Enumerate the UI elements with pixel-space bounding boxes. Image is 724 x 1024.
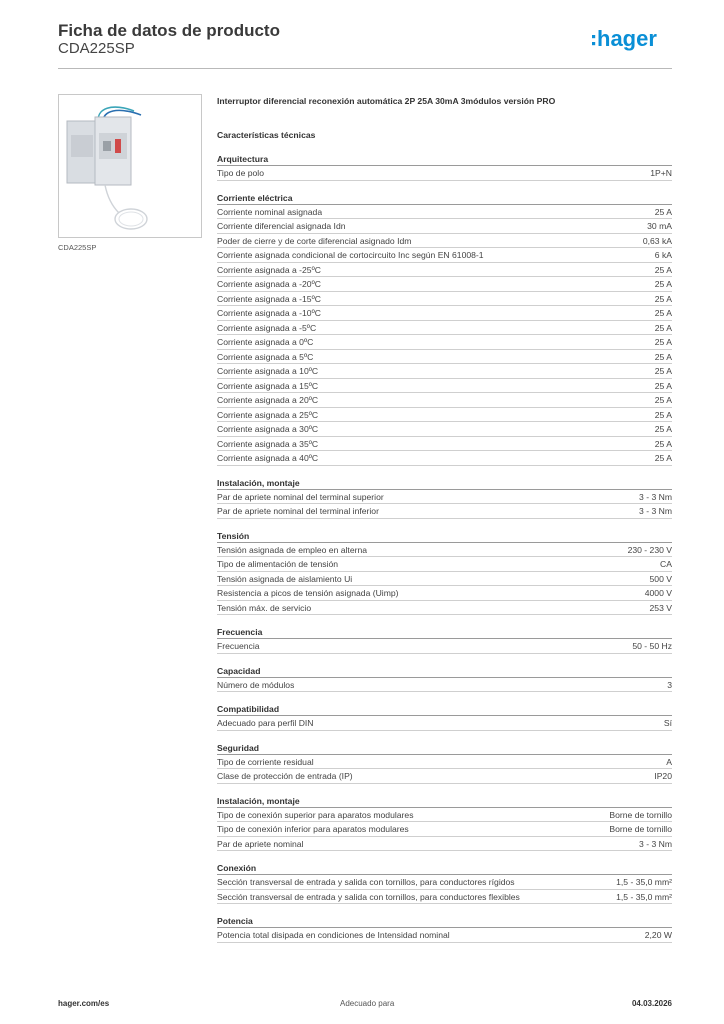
spec-label: Corriente asignada a 25ºC xyxy=(217,409,319,420)
spec-label: Par de apriete nominal del terminal inferior xyxy=(217,506,379,516)
spec-label: Corriente asignada a -20ºC xyxy=(217,279,321,289)
spec-section xyxy=(217,794,672,852)
product-image-drawing xyxy=(59,95,201,237)
spec-value: A xyxy=(666,756,672,767)
spec-label: Corriente asignada a -25ºC xyxy=(217,264,321,275)
section-title: Seguridad xyxy=(217,741,672,755)
spec-section xyxy=(217,741,672,784)
page-title: Ficha de datos de producto xyxy=(58,21,280,40)
spec-row xyxy=(217,205,672,220)
spec-label: Corriente asignada a 40ºC xyxy=(217,453,319,463)
spec-row xyxy=(217,292,672,307)
spec-label: Corriente asignada a 0ºC xyxy=(217,337,314,347)
spec-value: 3 - 3 Nm xyxy=(639,506,672,516)
spec-value: 4000 V xyxy=(644,588,672,598)
spec-row xyxy=(217,890,672,905)
spec-value: 253 V xyxy=(649,602,672,613)
spec-row xyxy=(217,837,672,852)
spec-row xyxy=(217,755,672,770)
section-title: Capacidad xyxy=(217,664,672,678)
spec-value: 3 - 3 Nm xyxy=(639,838,672,849)
spec-value: 25 A xyxy=(654,308,672,318)
spec-value: IP20 xyxy=(654,771,672,781)
spec-section xyxy=(217,702,672,731)
section-title: Tensión xyxy=(217,529,672,543)
spec-section xyxy=(217,664,672,693)
spec-row xyxy=(217,504,672,519)
product-image xyxy=(58,94,202,238)
spec-row xyxy=(217,586,672,601)
spec-section xyxy=(217,191,672,466)
logo-text: hager xyxy=(597,27,657,51)
section-title: Compatibilidad xyxy=(217,702,672,716)
spec-row xyxy=(217,601,672,616)
footer-site[interactable]: hager.com/es xyxy=(58,999,110,1008)
spec-row xyxy=(217,543,672,558)
spec-value: 25 A xyxy=(654,424,672,434)
spec-row xyxy=(217,219,672,234)
spec-label: Tensión máx. de servicio xyxy=(217,602,312,613)
spec-label: Corriente asignada a 30ºC xyxy=(217,424,319,434)
spec-row xyxy=(217,248,672,263)
spec-row xyxy=(217,306,672,321)
spec-label: Número de módulos xyxy=(217,679,295,690)
spec-value: Sí xyxy=(663,718,672,728)
spec-label: Clase de protección de entrada (IP) xyxy=(217,771,353,781)
spec-row xyxy=(217,321,672,336)
footer-date: 04.03.2026 xyxy=(631,999,672,1008)
spec-label: Sección transversal de entrada y salida con tornillos, para conductores flexibles xyxy=(217,891,520,902)
spec-value: 3 - 3 Nm xyxy=(639,491,672,502)
spec-section xyxy=(217,914,672,943)
spec-section xyxy=(217,152,672,181)
spec-row xyxy=(217,808,672,823)
section-title: Instalación, montaje xyxy=(217,794,672,808)
spec-value: 30 mA xyxy=(647,221,672,231)
image-caption: CDA225SP xyxy=(58,243,97,252)
spec-label: Corriente nominal asignada xyxy=(217,206,323,217)
spec-value: 25 A xyxy=(654,293,672,304)
spec-label: Tipo de polo xyxy=(217,168,264,178)
spec-row xyxy=(217,451,672,466)
spec-row xyxy=(217,379,672,394)
section-title: Conexión xyxy=(217,861,672,875)
spec-label: Corriente asignada a -15ºC xyxy=(217,293,321,304)
section-title: Corriente eléctrica xyxy=(217,191,672,205)
spec-label: Tipo de corriente residual xyxy=(217,756,314,767)
spec-label: Tensión asignada de empleo en alterna xyxy=(217,544,368,555)
spec-value: Borne de tornillo xyxy=(609,824,672,834)
spec-row xyxy=(217,234,672,249)
spec-label: Tensión asignada de aislamiento Ui xyxy=(217,573,353,584)
spec-label: Par de apriete nominal del terminal superior xyxy=(217,491,384,502)
spec-value: CA xyxy=(660,559,672,569)
spec-row xyxy=(217,350,672,365)
spec-section xyxy=(217,529,672,616)
spec-row xyxy=(217,769,672,784)
spec-value: 230 - 230 V xyxy=(627,544,672,555)
spec-row xyxy=(217,422,672,437)
tech-title: Características técnicas xyxy=(217,130,316,140)
spec-value: 25 A xyxy=(654,409,672,420)
spec-value: 25 A xyxy=(654,395,672,405)
spec-label: Corriente asignada a 15ºC xyxy=(217,380,319,391)
spec-value: 25 A xyxy=(654,351,672,362)
spec-row xyxy=(217,875,672,890)
spec-value: 1,5 - 35,0 mm² xyxy=(616,877,672,887)
spec-row xyxy=(217,639,672,654)
spec-label: Corriente asignada a -5ºC xyxy=(217,322,317,333)
spec-sections xyxy=(217,152,672,953)
spec-label: Tipo de alimentación de tensión xyxy=(217,559,339,569)
spec-value: 25 A xyxy=(654,337,672,347)
spec-label: Resistencia a picos de tensión asignada (Uimp) xyxy=(217,588,399,598)
spec-label: Corriente asignada a -10ºC xyxy=(217,308,321,318)
spec-label: Corriente asignada condicional de cortocircuito Inc según EN 61008-1 xyxy=(217,250,484,260)
spec-value: 25 A xyxy=(654,366,672,376)
spec-label: Corriente diferencial asignada Idn xyxy=(217,221,346,231)
section-title: Frecuencia xyxy=(217,625,672,639)
spec-value: 0,63 kA xyxy=(642,235,672,246)
section-title: Potencia xyxy=(217,914,672,928)
spec-value: 25 A xyxy=(654,264,672,275)
spec-section xyxy=(217,625,672,654)
spec-row xyxy=(217,393,672,408)
spec-label: Corriente asignada a 5ºC xyxy=(217,351,314,362)
spec-row xyxy=(217,166,672,181)
spec-row xyxy=(217,716,672,731)
spec-label: Frecuencia xyxy=(217,641,260,651)
spec-value: 25 A xyxy=(654,322,672,333)
spec-label: Tipo de conexión inferior para aparatos modulares xyxy=(217,824,409,834)
section-title: Instalación, montaje xyxy=(217,476,672,490)
spec-value: 25 A xyxy=(654,279,672,289)
spec-row xyxy=(217,437,672,452)
spec-row xyxy=(217,572,672,587)
spec-label: Adecuado para perfil DIN xyxy=(217,718,314,728)
section-title: Arquitectura xyxy=(217,152,672,166)
header-divider xyxy=(58,68,672,69)
spec-row xyxy=(217,822,672,837)
spec-value: 3 xyxy=(667,679,672,690)
spec-row xyxy=(217,277,672,292)
spec-label: Poder de cierre y de corte diferencial asignado Idm xyxy=(217,235,412,246)
spec-value: 1P+N xyxy=(650,168,672,178)
spec-value: 2,20 W xyxy=(644,930,672,940)
spec-section xyxy=(217,476,672,519)
spec-row xyxy=(217,263,672,278)
product-code: CDA225SP xyxy=(58,40,135,57)
spec-value: 50 - 50 Hz xyxy=(632,641,672,651)
spec-value: 25 A xyxy=(654,380,672,391)
spec-label: Potencia total disipada en condiciones de Intensidad nominal xyxy=(217,930,450,940)
spec-section xyxy=(217,861,672,904)
spec-value: 6 kA xyxy=(654,250,672,260)
spec-value: 25 A xyxy=(654,438,672,449)
spec-value: 1,5 - 35,0 mm² xyxy=(616,891,672,902)
spec-value: 500 V xyxy=(649,573,672,584)
spec-label: Corriente asignada a 10ºC xyxy=(217,366,319,376)
spec-value: 25 A xyxy=(654,453,672,463)
spec-row xyxy=(217,928,672,943)
spec-value: 25 A xyxy=(654,206,672,217)
spec-label: Tipo de conexión superior para aparatos modulares xyxy=(217,809,414,820)
hager-logo xyxy=(592,27,674,57)
spec-row xyxy=(217,335,672,350)
spec-row xyxy=(217,490,672,505)
spec-row xyxy=(217,364,672,379)
footer-middle: Adecuado para xyxy=(340,999,395,1008)
spec-row xyxy=(217,408,672,423)
spec-label: Par de apriete nominal xyxy=(217,838,304,849)
product-description: Interruptor diferencial reconexión automática 2P 25A 30mA 3módulos versión PRO xyxy=(217,96,556,106)
spec-row xyxy=(217,557,672,572)
spec-label: Sección transversal de entrada y salida con tornillos, para conductores rígidos xyxy=(217,877,515,887)
spec-label: Corriente asignada a 20ºC xyxy=(217,395,319,405)
spec-row xyxy=(217,678,672,693)
spec-value: Borne de tornillo xyxy=(609,809,672,820)
spec-label: Corriente asignada a 35ºC xyxy=(217,438,319,449)
